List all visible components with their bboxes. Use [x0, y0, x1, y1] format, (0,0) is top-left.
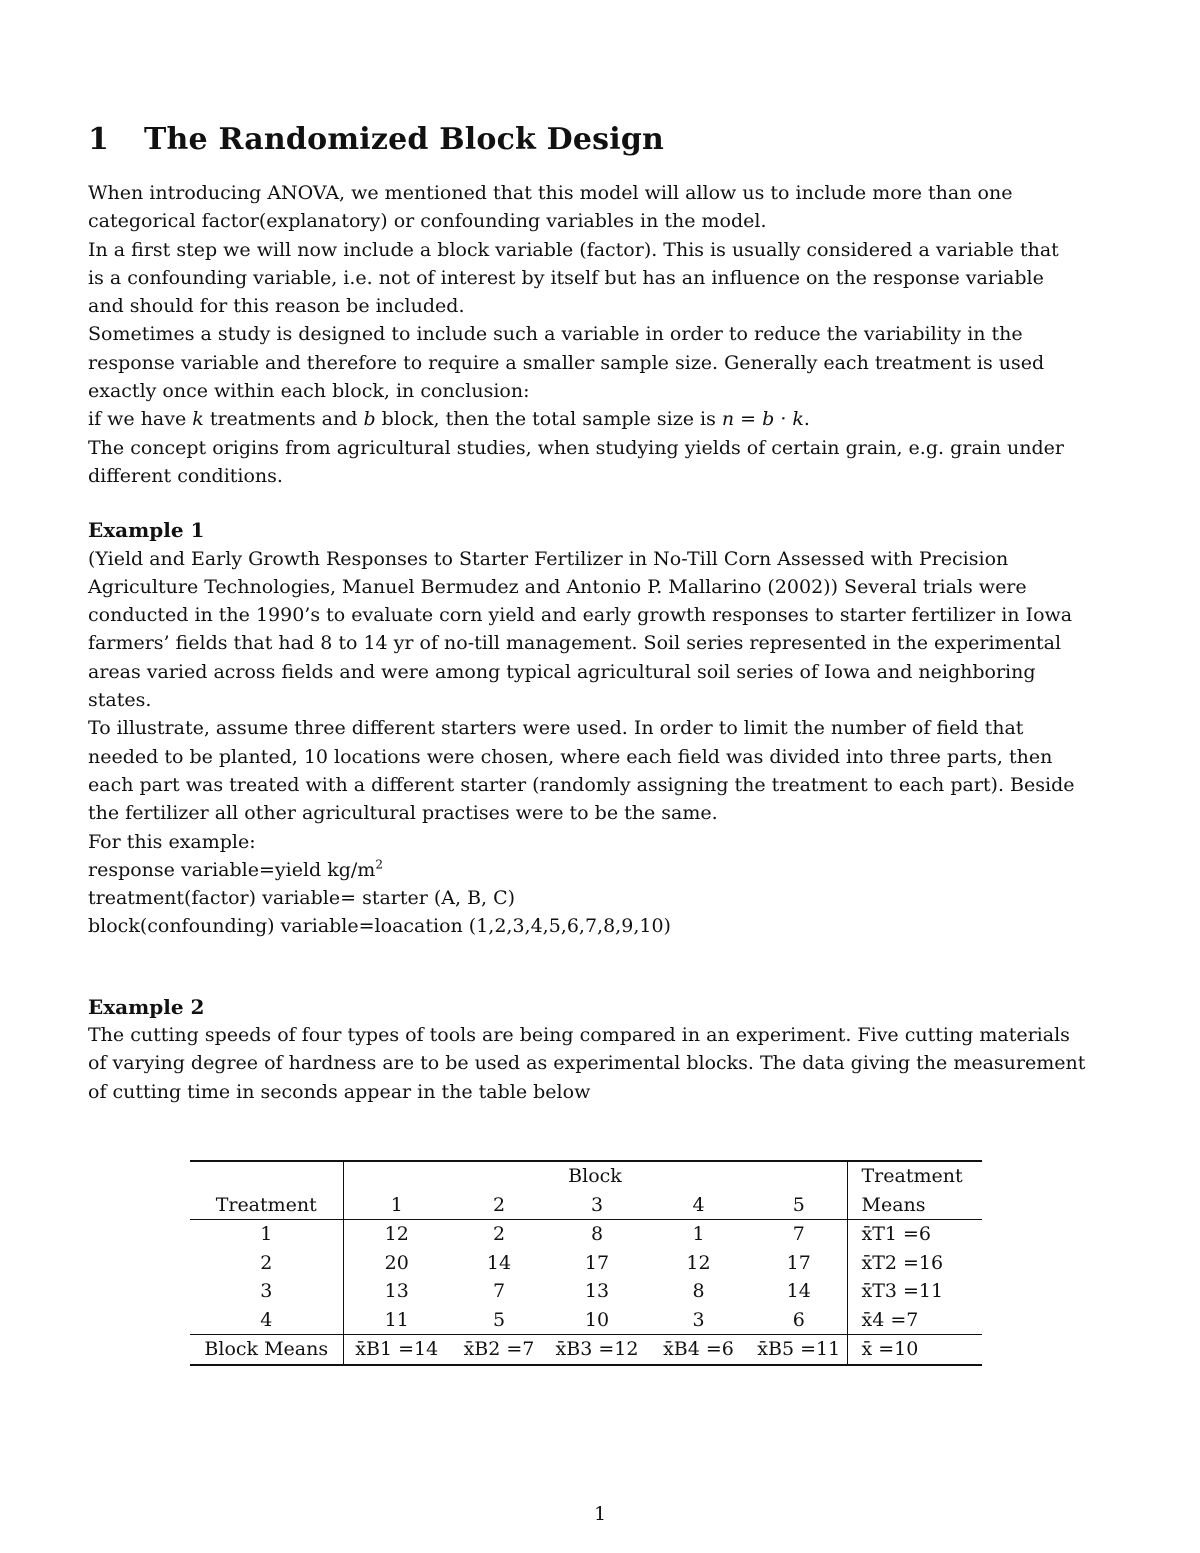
block-col-header: 4 [646, 1191, 751, 1220]
block-header: Block [343, 1161, 847, 1191]
table-cell: 8 [692, 1280, 705, 1302]
response-variable [88, 856, 1086, 884]
page-number: 1 [593, 1503, 607, 1525]
table-cell: 10 [584, 1308, 610, 1331]
treatment-label: 1 [190, 1220, 343, 1249]
example1-paragraph [88, 545, 1086, 941]
block-mean: x̄B5 =11 [751, 1335, 847, 1365]
example2-line: of varying degree of hardness are to be used as experimental blocks. The data giving the measurement [88, 1052, 1086, 1075]
intro-line: In a first step we will now include a block variable (factor). This is usually considered a variable that [88, 238, 1059, 261]
intro-line: different conditions. [88, 464, 283, 487]
text: if we have [88, 408, 193, 431]
text: block, then the total sample size is [375, 408, 722, 431]
intro-line: Sometimes a study is designed to include such a variable in order to reduce the variability in the [88, 323, 1023, 346]
table-cell: 7 [492, 1280, 506, 1302]
table-cell: 14 [786, 1280, 811, 1302]
table-row [190, 1220, 982, 1249]
example1-heading: Example 1 [88, 518, 205, 543]
example1-line: states. [88, 689, 152, 712]
block-means-row [190, 1335, 982, 1365]
table-cell: 6 [792, 1308, 805, 1331]
example1-line: (Yield and Early Growth Responses to Starter Fertilizer in No-Till Corn Assessed with Precision [88, 547, 1009, 570]
text: response variable=yield kg/m [88, 858, 376, 881]
table-cell: 13 [584, 1280, 610, 1302]
block-mean: x̄B1 =14 [343, 1335, 450, 1365]
example1-line: Agriculture Technologies, Manuel Bermudez and Antonio P. Mallarino (2002)) Several trials were [88, 575, 1027, 598]
example2-paragraph [88, 1021, 1086, 1106]
table-cell: 12 [686, 1251, 711, 1274]
table-cell: 14 [486, 1251, 512, 1274]
formula-line [88, 405, 1086, 433]
table-row [190, 1277, 982, 1306]
intro-line: response variable and therefore to require a smaller sample size. Generally each treatment is used [88, 351, 1045, 374]
example1-line: needed to be planted, 10 locations were chosen, where each field was divided into three parts, then [88, 745, 1053, 768]
data-table-container [190, 1160, 982, 1366]
block-col-header: 1 [343, 1191, 450, 1220]
block-col-header: 5 [751, 1191, 847, 1220]
sample-size-formula: n = b · k [721, 408, 804, 431]
table-cell: 1 [692, 1223, 705, 1245]
text: treatments and [203, 408, 364, 431]
block-col-header: 2 [450, 1191, 548, 1220]
treatment-means-header-1: Treatment [847, 1161, 982, 1191]
example1-line: farmers’ fields that had 8 to 14 yr of no-till management. Soil series represented in the experimental [88, 632, 1062, 655]
example1-line: the fertilizer all other agricultural practises were to be the same. [88, 802, 718, 825]
table-cell: 8 [590, 1223, 604, 1245]
treatment-mean: x̄T3 =11 [847, 1277, 982, 1306]
intro-line: categorical factor(explanatory) or confounding variables in the model. [88, 210, 767, 233]
page-body [88, 122, 1086, 1106]
example2-line: The cutting speeds of four types of tools are being compared in an experiment. Five cutting materials [88, 1024, 1070, 1047]
table-cell: 5 [492, 1308, 506, 1331]
table-header-row-1 [190, 1161, 982, 1191]
example1-line: For this example: [88, 830, 256, 853]
table-row [190, 1249, 982, 1278]
example1-line: conducted in the 1990’s to evaluate corn yield and early growth responses to starter fertilizer in Iowa [88, 604, 1073, 627]
example1-line: each part was treated with a different starter (randomly assigning the treatment to each part). Beside [88, 773, 1075, 796]
grand-mean: x̄ =10 [847, 1335, 982, 1365]
table-row [190, 1306, 982, 1335]
treatment-mean: x̄T2 =16 [847, 1249, 982, 1278]
treatment-label: 2 [190, 1249, 343, 1278]
empty-cell [190, 1161, 343, 1191]
block-variable: block(confounding) variable=loacation (1,2,3,4,5,6,7,8,9,10) [88, 915, 671, 938]
var-k: k [192, 408, 204, 431]
block-col-header: 3 [548, 1191, 646, 1220]
intro-paragraph [88, 179, 1086, 490]
section-title-text: The Randomized Block Design [144, 122, 665, 157]
block-mean: x̄B2 =7 [450, 1335, 548, 1365]
superscript: 2 [375, 857, 383, 872]
table-cell: 12 [384, 1223, 409, 1245]
intro-line: and should for this reason be included. [88, 295, 465, 318]
table-header-row-2 [190, 1191, 982, 1220]
example2-heading: Example 2 [88, 994, 205, 1019]
table-cell: 11 [384, 1308, 409, 1331]
var-b: b [363, 408, 376, 431]
treatment-header: Treatment [190, 1191, 343, 1220]
treatment-label: 4 [190, 1306, 343, 1335]
section-number: 1 [88, 122, 110, 157]
text: . [803, 408, 810, 431]
table-cell: 7 [792, 1223, 805, 1245]
intro-line: When introducing ANOVA, we mentioned that this model will allow us to include more than one [88, 182, 1013, 204]
block-mean: x̄B4 =6 [646, 1335, 751, 1365]
section-title [88, 122, 1086, 157]
table-cell: 2 [492, 1223, 506, 1245]
treatment-mean: x̄T1 =6 [847, 1220, 982, 1249]
cutting-time-table [190, 1160, 982, 1366]
table-cell: 17 [584, 1251, 610, 1274]
example1-line: areas varied across fields and were among typical agricultural soil series of Iowa and neighboring [88, 660, 1036, 683]
intro-line: is a confounding variable, i.e. not of interest by itself but has an influence on the response variable [88, 266, 1044, 289]
table-cell: 17 [786, 1251, 811, 1274]
treatment-means-header-2: Means [847, 1191, 982, 1220]
table-cell: 13 [384, 1280, 409, 1302]
example2-line: of cutting time in seconds appear in the table below [88, 1080, 591, 1103]
block-mean: x̄B3 =12 [548, 1335, 646, 1365]
intro-line: The concept origins from agricultural studies, when studying yields of certain grain, e.g. grain under [88, 436, 1064, 459]
example1-line: To illustrate, assume three different starters were used. In order to limit the number of field that [88, 717, 1024, 740]
intro-line: exactly once within each block, in conclusion: [88, 380, 530, 403]
table-cell: 20 [384, 1251, 409, 1274]
treatment-mean: x̄4 =7 [847, 1306, 982, 1335]
table-cell: 3 [692, 1308, 705, 1331]
treatment-label: 3 [190, 1277, 343, 1306]
treatment-variable: treatment(factor) variable= starter (A, B, C) [88, 887, 516, 910]
block-means-label: Block Means [190, 1335, 343, 1365]
